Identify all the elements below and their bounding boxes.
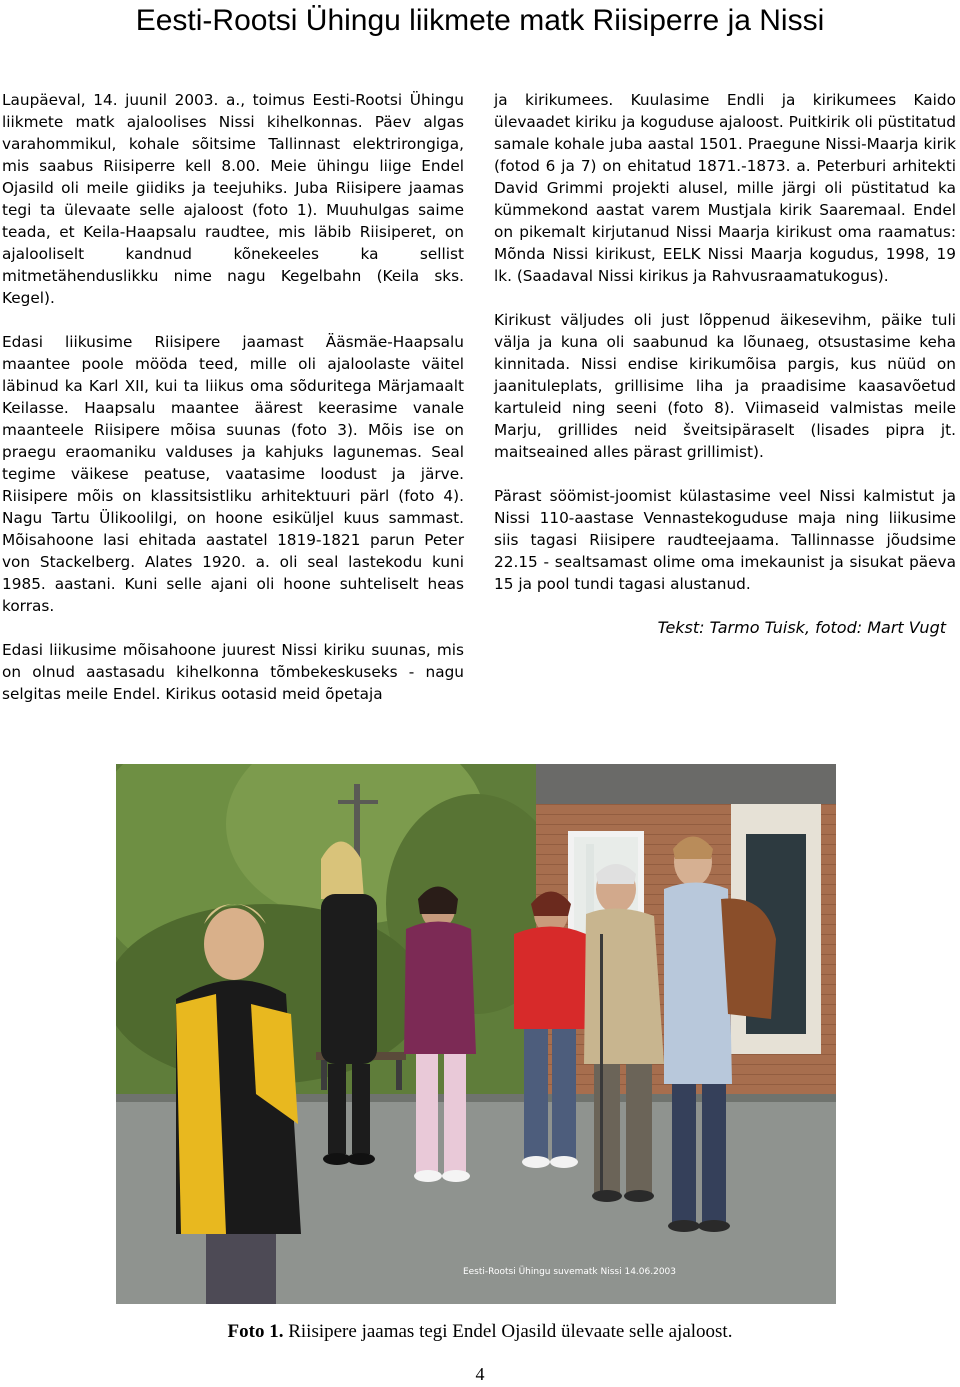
paragraph: Laupäeval, 14. juunil 2003. a., toimus Eesti-Rootsi Ühingu liikmete matk ajaloolises Nissi kihelkonnas. Päev algas varahommikul, kohale sõitsime Tallinnast elektrirongiga, mis saabus Riisiperre kell 8.00. Meie ühingu liige Endel Ojasild oli meile giidiks ja teejuhiks. Juba Riisipere jaamas tegi ta ülevaate selle ajaloost (foto 1). Muuhulgas saime teada, et Keila-Haapsalu raudtee, mis läbib Riisiperet, on ajalooliselt kandnud kõnekeeles ka sellist mitmetähenduslikku nime nagu Kegelbahn (Keila sks. Kegel). [2, 91, 464, 307]
group-photo-illustration [116, 764, 836, 1304]
author-credit: Tekst: Tarmo Tuisk, fotod: Mart Vugt [657, 618, 946, 637]
caption-label: Foto 1. [227, 1321, 284, 1342]
paragraph: Pärast söömist-joomist külastasime veel Nissi kalmistut ja Nissi 110-aastase Vennastekoguduse maja ning liikusime siis tagasi Riisipere raudteejaama. Tallinnasse jõudsime 22.15 - sealtsamast olime oma imekaunist ja sisukat päeva 15 ja pool tundi tagasi alustanud. [494, 487, 956, 593]
photo-date-stamp: Eesti-Rootsi Ühingu suvematk Nissi 14.06.2003 [462, 1267, 676, 1277]
group-photo [116, 764, 836, 1304]
left-column [2, 89, 464, 727]
article-title: Eesti-Rootsi Ühingu liikmete matk Riisiperre ja Nissi [135, 4, 825, 37]
paragraph: Kirikust väljudes oli just lõppenud äikesevihm, päike tuli välja ja kuna oli saabunud ka lõunaeg, otsustasime keha kinnitada. Nissi endise kirikumõisa pargis, kus nüüd on jaanituleplats, grillisime liha ja praadisime kaasavõetud kartuleid ning seeni (foto 8). Viimaseid valmistas meile Marju, grillides neid šveitsipäraselt (lisades pipra jt. maitseained alles pärast grillimist). [494, 311, 956, 461]
caption-text: Riisipere jaamas tegi Endel Ojasild ülevaate selle ajaloost. [283, 1321, 733, 1342]
paragraph: Edasi liikusime Riisipere jaamast Ääsmäe-Haapsalu maantee poole mööda teed, mille oli ajaloolaste väitel läbinud ka Karl XII, kui ta liikus oma sõduritega Märjamaalt Keilasse. Haapsalu maantee äärest keerasime vanale maanteele Riisipere mõisa suunas (foto 3). Mõis ise on praegu eraomaniku valduses ja kahjuks lagunemas. Seal tegime väikese peatuse, vaatasime loodust ja järve. Riisipere mõis on klassitsistliku arhitektuuri pärl (foto 4). Nagu Tartu Ülikoolilgi, on hoone esiküljel kuus sammast. Mõisahoone lasi ehitada aastatel 1819-1821 parun Peter von Stackelberg. Alates 1920. a. oli seal lastekodu kuni 1985. aastani. Kuni selle ajani oli hoone suhteliselt heas korras. [2, 333, 464, 615]
paragraph: Edasi liikusime mõisahoone juurest Nissi kiriku suunas, mis on olnud aastasadu kihelkonna tõmbekeskuseks - nagu selgitas meile Endel. Kirikus ootasid meid õpetaja [2, 641, 464, 703]
photo-caption [0, 1321, 960, 1343]
page-number: 4 [475, 1364, 485, 1384]
paragraph: ja kirikumees. Kuulasime Endli ja kirikumees Kaido ülevaadet kiriku ja koguduse ajaloost. Puitkirik oli püstitatud samale kohale juba aastal 1501. Praegune Nissi-Maarja kirik (fotod 6 ja 7) on ehitatud 1871.-1873. a. Peterburi arhitekti David Grimmi projekti alusel, mille järgi oli püstitatud ka kümmekond aastat varem Mustjala kirik Saaremaal. Endel on pikemalt kirjutanud Nissi Maarja kirikust oma raamatus: Mõnda Nissi kirikust, EELK Nissi Maarja kogudus, 1998, 19 lk. (Saadaval Nissi kirikus ja Rahvusraamatukogus). [494, 91, 956, 285]
right-column [494, 89, 956, 639]
